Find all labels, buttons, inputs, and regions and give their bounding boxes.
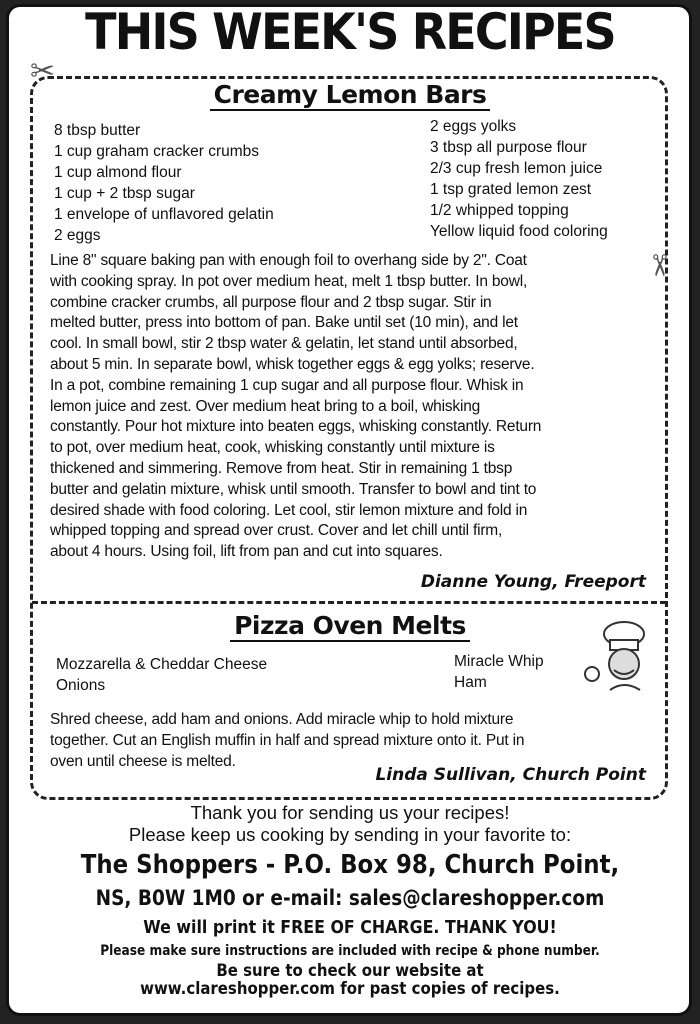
ingredient: 1 tsp grated lemon zest [430,181,592,198]
instruction-line: thickened and simmering. Remove from heat. Stir in remaining 1 tbsp [50,459,513,477]
instruction-line: butter and gelatin mixture, whisk until smooth. Transfer to bowl and tint to [50,480,537,498]
ingredient: 3 tbsp all purpose flour [430,139,587,156]
ingredient: 1 cup + 2 tbsp sugar [54,185,195,202]
instruction-line: cool. In small bowl, stir 2 tbsp water & gelatin, let stand until absorbed, [50,335,518,353]
footer-address: The Shoppers - P.O. Box 98, Church Point, [80,850,620,880]
ingredients-right [430,116,608,242]
ingredient: Mozzarella & Cheddar Cheese [56,656,268,673]
recipe-divider [32,601,666,604]
ingredient: 1 envelope of unflavored gelatin [54,206,274,223]
footer-free: We will print it FREE OF CHARGE. THANK YOU! [143,917,557,938]
ingredient: 2 eggs yolks [430,118,517,135]
instruction-line: combine cracker crumbs, all purpose flour and 2 tbsp sugar. Stir in [50,293,492,311]
ingredients-left [56,654,267,696]
footer-thanks: Thank you for sending us your recipes! [190,802,510,823]
ingredient: 1 cup graham cracker crumbs [54,143,260,160]
instruction-line: Line 8" square baking pan with enough foil to overhang side by 2". Coat [50,252,527,269]
instruction-line: to pot, over medium heat, cook, whisking constantly until mixture is [50,439,495,457]
ingredient: Miracle Whip [454,653,544,670]
instruction-line: melted butter, press into bottom of pan. Bake until set (10 min), and let [50,314,518,332]
recipe-instructions [50,251,541,563]
page-title: THIS WEEK'S RECIPES [85,3,615,61]
instruction-line: lemon juice and zest. Over medium heat bring to a boil, whisking [50,397,481,415]
footer-email: NS, B0W 1M0 or e-mail: sales@clareshopper.com [95,886,605,910]
recipe-instructions [50,710,524,772]
recipe-signature: Dianne Young, Freeport [420,572,646,592]
ingredient: 2 eggs [54,227,101,244]
ingredient: 1 cup almond flour [54,164,182,181]
recipe-title: Creamy Lemon Bars [0,80,700,109]
instruction-line: In a pot, combine remaining 1 cup sugar and all purpose flour. Whisk in [50,376,524,394]
instruction-line: oven until cheese is melted. [50,752,236,770]
footer-website-link[interactable]: www.clareshopper.com for past copies of recipes. [140,979,560,999]
instruction-line: desired shade with food coloring. Let cool, stir lemon mixture and fold in [50,501,528,519]
instruction-line: together. Cut an English muffin in half and spread mixture onto it. Put in [50,731,525,749]
footer-request: Please keep us cooking by sending in your favorite to: [128,824,572,845]
ingredient: 2/3 cup fresh lemon juice [430,160,603,177]
ingredient: Ham [454,674,487,691]
recipe-title: Pizza Oven Melts [0,611,700,640]
instruction-line: with cooking spray. In pot over medium heat, melt 1 tbsp butter. In bowl, [50,272,528,290]
ingredient: 1/2 whipped topping [430,202,569,219]
instruction-line: about 4 hours. Using foil, lift from pan and cut into squares. [50,543,443,561]
scissors-icon: ✂ [30,55,56,88]
ingredient: 8 tbsp butter [54,122,141,139]
instruction-line: constantly. Pour hot mixture into beaten eggs, whisking constantly. Return [50,418,542,436]
recipe-signature: Linda Sullivan, Church Point [375,765,646,785]
footer-instructions-note: Please make sure instructions are included with recipe & phone number. [100,943,600,959]
instruction-line: Shred cheese, add ham and onions. Add miracle whip to hold mixture [50,711,514,728]
ingredients-right [454,651,544,693]
instruction-line: about 5 min. In separate bowl, whisk together eggs & egg yolks; reserve. [50,355,535,373]
ingredient: Yellow liquid food coloring [430,223,608,240]
ingredient: Onions [56,677,106,694]
instruction-line: whipped topping and spread over crust. Cover and let chill until firm, [50,522,503,540]
scissors-icon: ✂ [642,252,676,279]
chef-illustration [580,618,654,694]
ingredients-left [54,120,274,246]
footer-website-note: Be sure to check our website at [216,961,484,981]
